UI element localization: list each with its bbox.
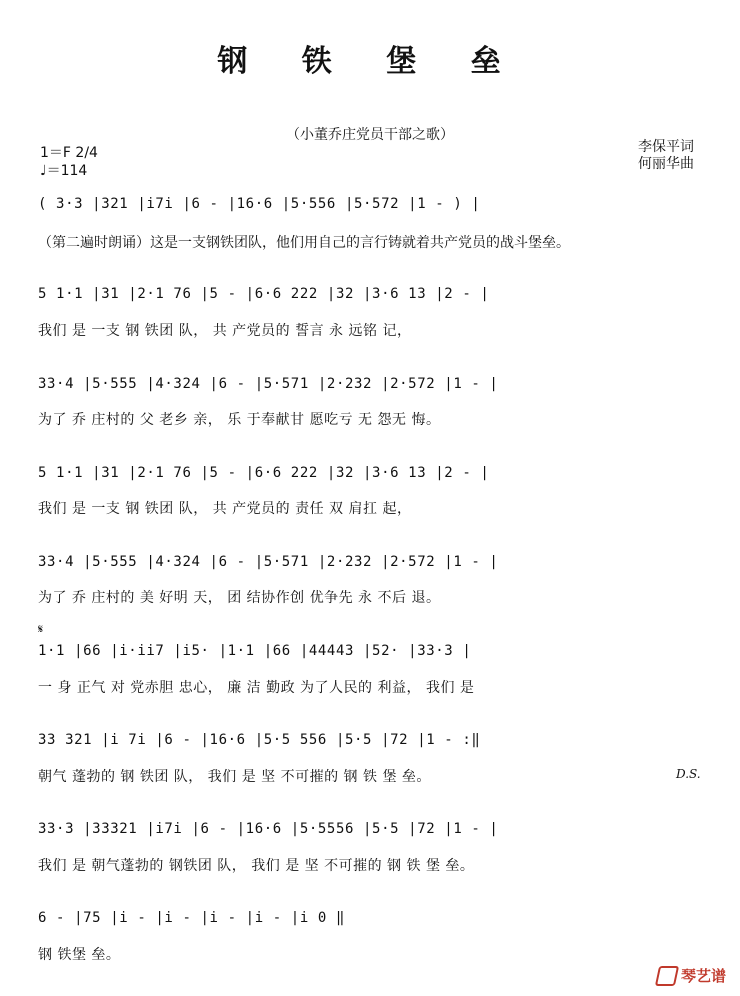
lyric-line: 我们 是 一支 钢 铁团 队， 共 产党员的 誓言 永 远铭 记， [38, 323, 412, 339]
dal-segno-mark: D.S. [676, 767, 701, 781]
lyric-line: 我们 是 朝气蓬勃的 钢铁团 队， 我们 是 坚 不可摧的 钢 铁 堡 垒。 [38, 858, 475, 874]
notation-line: 5 1·1 |31 |2·1 76 |5 - |6·6 222 |32 |3·6 13 |2 - | [38, 465, 490, 481]
lyric-line: 朝气 蓬勃的 钢 铁团 队， 我们 是 坚 不可摧的 钢 铁 堡 垒。 [38, 769, 431, 785]
notation-line: 33·4 |5·555 |4·324 |6 - |5·571 |2·232 |2·572 |1 - | [38, 554, 499, 570]
notation-line-intro: ( 3·3 |321 |i7i |6 - |16·6 |5·556 |5·572 |1 - ) | [38, 196, 481, 212]
composer-credit: 何丽华曲 [638, 156, 694, 172]
notation-line: 33·4 |5·555 |4·324 |6 - |5·571 |2·232 |2·572 |1 - | [38, 376, 499, 392]
recitation-text: （第二遍时朗诵）这是一支钢铁团队，他们用自己的言行铸就着共产党员的战斗堡垒。 [38, 235, 570, 251]
segno-mark: 𝄋 [38, 622, 44, 636]
notation-line: 33 321 |i 7i |6 - |16·6 |5·5 556 |5·5 |72 |1 - :‖ [38, 732, 481, 748]
lyric-line: 一 身 正气 对 党赤胆 忠心， 廉 洁 勤政 为了人民的 利益， 我们 是 [38, 680, 475, 696]
notation-line-ending: 6 - |75 |i - |i - |i - |i - |i 0 ‖ [38, 910, 345, 926]
tempo-marking: ♩＝114 [40, 163, 88, 179]
song-title: 钢 铁 堡 垒 [217, 44, 523, 79]
notation-line: 5 1·1 |31 |2·1 76 |5 - |6·6 222 |32 |3·6 13 |2 - | [38, 286, 490, 302]
key-signature: 1＝F 2/4 [40, 145, 98, 161]
logo-icon [655, 966, 679, 986]
lyric-line-ending: 钢 铁堡 垒。 [38, 947, 121, 963]
site-logo [657, 965, 726, 986]
lyric-line: 为了 乔 庄村的 父 老乡 亲， 乐 于奉献甘 愿吃亏 无 怨无 悔。 [38, 412, 441, 428]
lyricist-credit: 李保平词 [638, 139, 694, 155]
notation-line: 33·3 |33321 |i7i |6 - |16·6 |5·5556 |5·5 |72 |1 - | [38, 821, 499, 837]
notation-line: 1·1 |66 |i·ii7 |i5· |1·1 |66 |44443 |52· |33·3 | [38, 643, 472, 659]
lyric-line: 我们 是 一支 钢 铁团 队， 共 产党员的 责任 双 肩扛 起， [38, 501, 412, 517]
logo-text: 琴艺谱 [680, 967, 726, 985]
lyric-line: 为了 乔 庄村的 美 好明 天， 团 结协作创 优争先 永 不后 退。 [38, 590, 441, 606]
song-subtitle: （小董乔庄党员干部之歌） [286, 127, 454, 143]
